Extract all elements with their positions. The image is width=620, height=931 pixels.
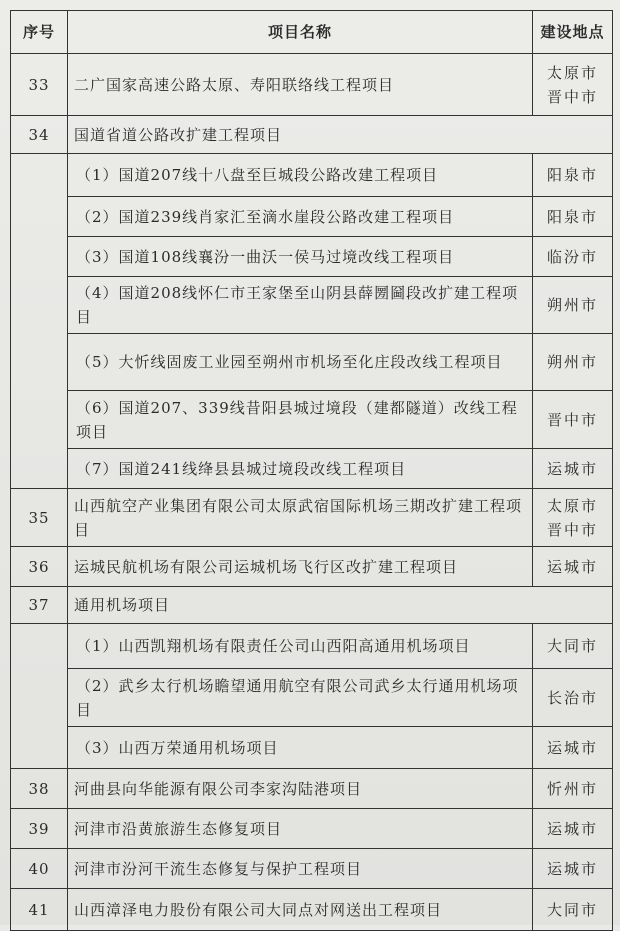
header-loc: 建设地点 <box>533 11 613 54</box>
row-loc: 临汾市 <box>533 237 613 277</box>
row-loc: 大同市 <box>533 889 613 931</box>
row-name: （2）武乡太行机场瞻望通用航空有限公司武乡太行通用机场项目 <box>68 669 533 727</box>
table-row <box>11 54 613 116</box>
row-loc: 太原市 晋中市 <box>533 489 613 547</box>
table-row <box>11 154 613 197</box>
row-loc: 太原市 晋中市 <box>533 54 613 116</box>
table-row <box>11 116 613 154</box>
header-num: 序号 <box>11 11 68 54</box>
table-row <box>11 669 613 727</box>
row-name: 通用机场项目 <box>68 587 613 624</box>
row-loc: 运城市 <box>533 547 613 587</box>
row-loc: 阳泉市 <box>533 197 613 237</box>
table-row <box>11 849 613 889</box>
row-name: 二广国家高速公路太原、寿阳联络线工程项目 <box>68 54 533 116</box>
row-num: 38 <box>11 769 68 809</box>
row-name: （1）山西凯翔机场有限责任公司山西阳高通用机场项目 <box>68 624 533 669</box>
row-loc: 朔州市 <box>533 277 613 334</box>
row-name: （4）国道208线怀仁市王家堡至山阴县薛圐圙段改扩建工程项目 <box>68 277 533 334</box>
table-row <box>11 449 613 489</box>
table-row <box>11 277 613 334</box>
row-name: （3）国道108线襄汾一曲沃一侯马过境改线工程项目 <box>68 237 533 277</box>
row-name: （2）国道239线肖家汇至滴水崖段公路改建工程项目 <box>68 197 533 237</box>
row-name: 山西航空产业集团有限公司太原武宿国际机场三期改扩建工程项目 <box>68 489 533 547</box>
row-num: 35 <box>11 489 68 547</box>
table-header-row <box>11 11 613 54</box>
row-loc: 朔州市 <box>533 334 613 391</box>
row-name: 国道省道公路改扩建工程项目 <box>68 116 613 154</box>
row-num: 37 <box>11 587 68 624</box>
row-num <box>11 154 68 489</box>
table-row <box>11 769 613 809</box>
row-name: （6）国道207、339线昔阳县城过境段（建都隧道）改线工程项目 <box>68 391 533 449</box>
table-row <box>11 809 613 849</box>
row-num: 40 <box>11 849 68 889</box>
row-name: 河津市汾河干流生态修复与保护工程项目 <box>68 849 533 889</box>
row-loc: 运城市 <box>533 449 613 489</box>
row-name: 运城民航机场有限公司运城机场飞行区改扩建工程项目 <box>68 547 533 587</box>
row-num <box>11 624 68 769</box>
row-name: （7）国道241线绛县县城过境段改线工程项目 <box>68 449 533 489</box>
table-row <box>11 237 613 277</box>
table-row <box>11 391 613 449</box>
row-name: （5）大忻线固废工业园至朔州市机场至化庄段改线工程项目 <box>68 334 533 391</box>
row-num: 34 <box>11 116 68 154</box>
row-name: （1）国道207线十八盘至巨城段公路改建工程项目 <box>68 154 533 197</box>
row-name: 河曲县向华能源有限公司李家沟陆港项目 <box>68 769 533 809</box>
row-loc: 运城市 <box>533 809 613 849</box>
row-num: 39 <box>11 809 68 849</box>
row-loc: 运城市 <box>533 727 613 769</box>
header-name: 项目名称 <box>68 11 533 54</box>
row-name: 山西漳泽电力股份有限公司大同点对网送出工程项目 <box>68 889 533 931</box>
table-row <box>11 489 613 547</box>
row-num: 41 <box>11 889 68 931</box>
row-num: 33 <box>11 54 68 116</box>
row-loc: 阳泉市 <box>533 154 613 197</box>
row-loc: 运城市 <box>533 849 613 889</box>
row-loc: 大同市 <box>533 624 613 669</box>
table-row <box>11 587 613 624</box>
table-row <box>11 197 613 237</box>
table-row <box>11 624 613 669</box>
row-loc: 晋中市 <box>533 391 613 449</box>
row-num: 36 <box>11 547 68 587</box>
row-name: （3）山西万荣通用机场项目 <box>68 727 533 769</box>
table-row <box>11 334 613 391</box>
row-loc: 忻州市 <box>533 769 613 809</box>
table-row <box>11 727 613 769</box>
project-table <box>10 10 613 931</box>
row-name: 河津市沿黄旅游生态修复项目 <box>68 809 533 849</box>
table-row <box>11 547 613 587</box>
row-loc: 长治市 <box>533 669 613 727</box>
table-row <box>11 889 613 931</box>
